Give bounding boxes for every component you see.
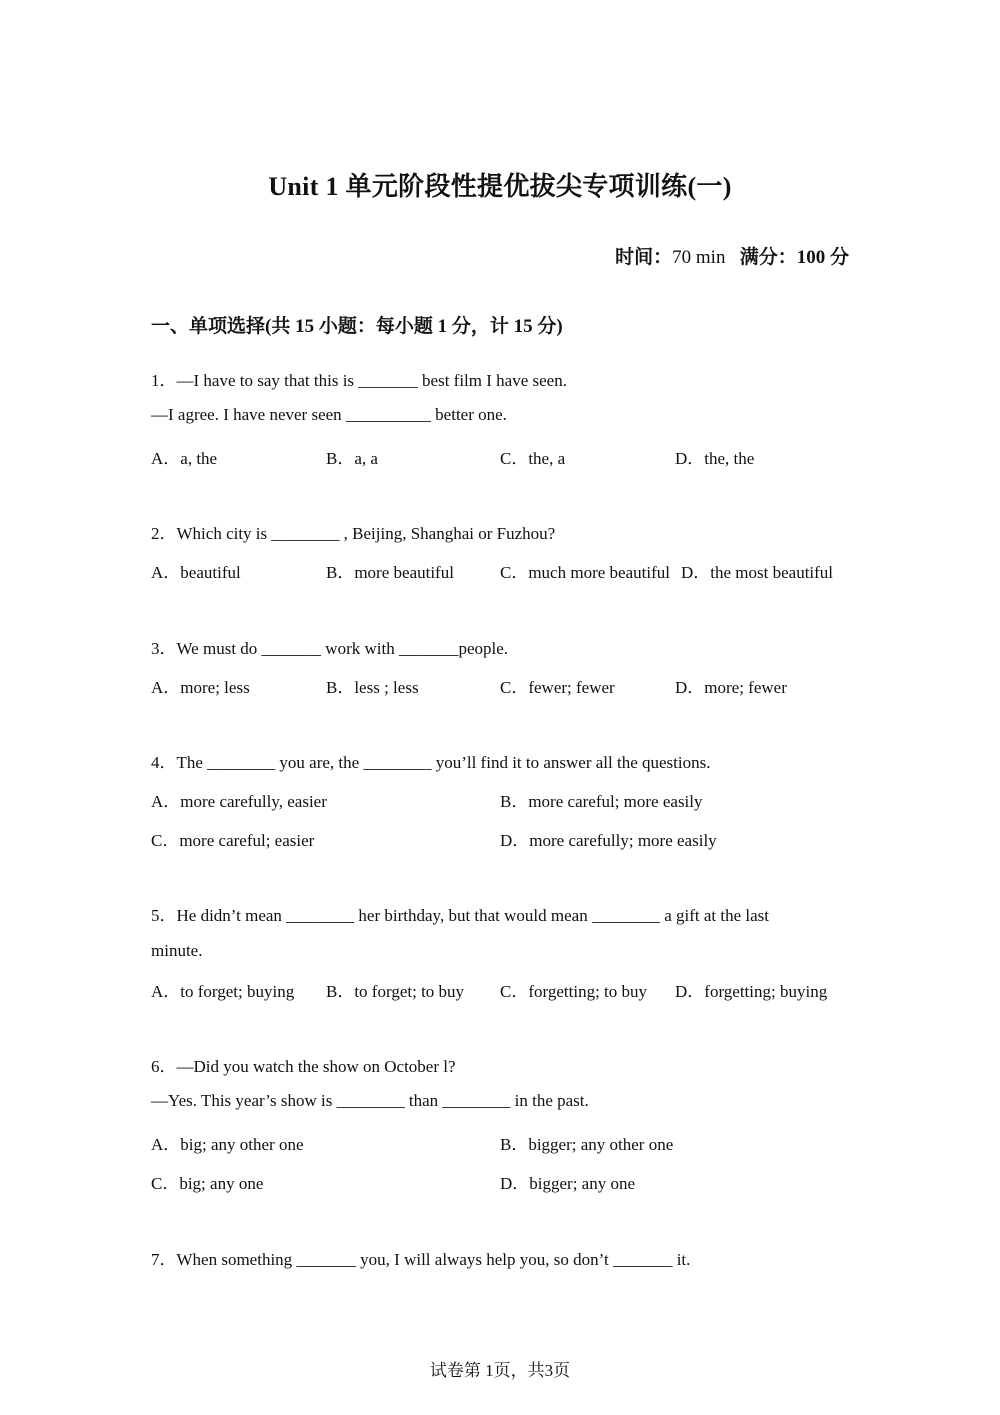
time-label: 时间： xyxy=(615,247,673,268)
question-1-response: —I agree. I have never seen __________ better one. xyxy=(151,405,507,424)
question-3-option-c: C．fewer; fewer xyxy=(500,678,615,697)
question-1-option-b: B．a, a xyxy=(326,449,378,468)
exam-meta xyxy=(615,242,849,269)
question-5-option-b: B．to forget; to buy xyxy=(326,982,465,1001)
section-heading: 一、单项选择(共 15 小题：每小题 1 分，计 15 分) xyxy=(151,316,563,337)
question-2-option-d: D．the most beautiful xyxy=(681,563,834,582)
question-5-stem: 5．He didn’t mean ________ her birthday, but that would mean ________ a gift at the last xyxy=(151,906,770,925)
question-3-stem: 3．We must do _______ work with _______people. xyxy=(151,639,509,658)
question-4-option-c: C．more careful; easier xyxy=(151,831,315,850)
question-6-option-a: A．big; any other one xyxy=(151,1135,304,1154)
question-2-option-c: C．much more beautiful xyxy=(500,563,670,582)
question-7-stem: 7．When something _______ you, I will always help you, so don’t _______ it. xyxy=(151,1250,691,1269)
question-6-stem: 6．—Did you watch the show on October l? xyxy=(151,1057,456,1076)
score-value: 100 分 xyxy=(796,247,849,268)
question-6-option-b: B．bigger; any other one xyxy=(500,1135,674,1154)
question-3-option-d: D．more; fewer xyxy=(675,678,787,697)
question-4-option-a: A．more carefully, easier xyxy=(151,792,327,811)
question-1-stem: 1．—I have to say that this is _______ best film I have seen. xyxy=(151,371,567,390)
question-1-option-a: A．a, the xyxy=(151,449,218,468)
question-3-option-b: B．less ; less xyxy=(326,678,419,697)
question-2-option-b: B．more beautiful xyxy=(326,563,454,582)
question-1-option-c: C．the, a xyxy=(500,449,566,468)
time-value: 70 min xyxy=(672,247,726,268)
question-5-option-a: A．to forget; buying xyxy=(151,982,295,1001)
question-5-option-c: C．forgetting; to buy xyxy=(500,982,648,1001)
question-4-option-b: B．more careful; more easily xyxy=(500,792,703,811)
page-title: Unit 1 单元阶段性提优拔尖专项训练(一) xyxy=(268,172,732,201)
question-5-stem-continued: minute. xyxy=(151,941,203,960)
page-footer: 试卷第 1页，共3页 xyxy=(429,1361,571,1380)
question-2-option-a: A．beautiful xyxy=(151,563,241,582)
question-3-option-a: A．more; less xyxy=(151,678,250,697)
question-5-option-d: D．forgetting; buying xyxy=(675,982,828,1001)
question-1-option-d: D．the, the xyxy=(675,449,755,468)
question-2-stem: 2．Which city is ________ , Beijing, Shanghai or Fuzhou? xyxy=(151,524,556,543)
question-4-option-d: D．more carefully; more easily xyxy=(500,831,717,850)
question-6-option-d: D．bigger; any one xyxy=(500,1174,636,1193)
question-6-option-c: C．big; any one xyxy=(151,1174,264,1193)
score-label: 满分： xyxy=(739,247,797,268)
question-6-response: —Yes. This year’s show is ________ than ________ in the past. xyxy=(151,1091,589,1110)
question-4-stem: 4．The ________ you are, the ________ you’ll find it to answer all the questions. xyxy=(151,753,711,772)
